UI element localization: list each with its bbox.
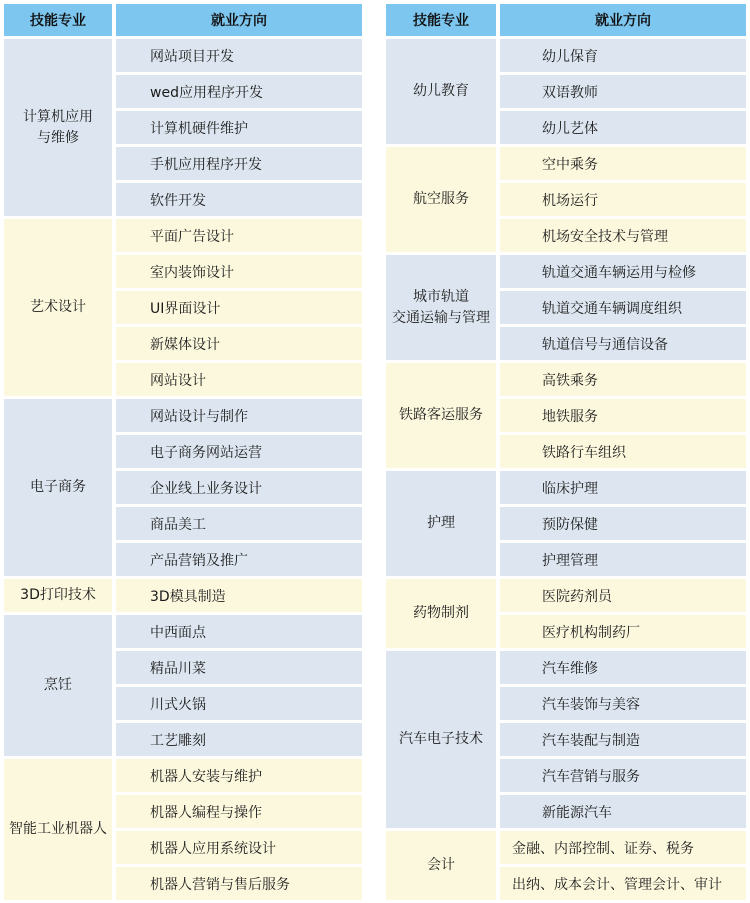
employment-direction-cell: 双语教师: [500, 75, 746, 108]
employment-direction-cell: 空中乘务: [500, 147, 746, 180]
employment-direction-cell: 轨道信号与通信设备: [500, 327, 746, 360]
skill-major-cell: 铁路客运服务: [386, 363, 496, 468]
employment-direction-cell: 汽车装配与制造: [500, 723, 746, 756]
skill-major-cell: 3D打印技术: [4, 579, 112, 612]
employment-direction-cell: 轨道交通车辆调度组织: [500, 291, 746, 324]
employment-direction-cell: 出纳、成本会计、管理会计、审计: [500, 867, 746, 900]
employment-direction-cell: 汽车装饰与美容: [500, 687, 746, 720]
employment-direction-cell: 铁路行车组织: [500, 435, 746, 468]
employment-direction-cell: 幼儿保育: [500, 39, 746, 72]
skill-major-cell: 烹饪: [4, 615, 112, 756]
employment-direction-cell: UI界面设计: [116, 291, 362, 324]
employment-direction-cell: 企业线上业务设计: [116, 471, 362, 504]
employment-direction-cell: 手机应用程序开发: [116, 147, 362, 180]
skill-major-cell: 汽车电子技术: [386, 651, 496, 828]
skill-major-cell: 会计: [386, 831, 496, 900]
skill-major-cell: 电子商务: [4, 399, 112, 576]
employment-direction-cell: 预防保健: [500, 507, 746, 540]
employment-direction-cell: 平面广告设计: [116, 219, 362, 252]
employment-direction-cell: 医疗机构制药厂: [500, 615, 746, 648]
employment-direction-cell: 产品营销及推广: [116, 543, 362, 576]
employment-direction-cell: 商品美工: [116, 507, 362, 540]
employment-direction-cell: 新媒体设计: [116, 327, 362, 360]
employment-direction-cell: 机器人应用系统设计: [116, 831, 362, 864]
employment-direction-cell: 网站项目开发: [116, 39, 362, 72]
employment-direction-cell: 地铁服务: [500, 399, 746, 432]
employment-direction-cell: wed应用程序开发: [116, 75, 362, 108]
employment-direction-cell: 电子商务网站运营: [116, 435, 362, 468]
employment-direction-cell: 金融、内部控制、证券、税务: [500, 831, 746, 864]
employment-direction-cell: 轨道交通车辆运用与检修: [500, 255, 746, 288]
employment-direction-cell: 高铁乘务: [500, 363, 746, 396]
employment-direction-cell: 3D模具制造: [116, 579, 362, 612]
skill-major-cell: 航空服务: [386, 147, 496, 252]
skill-major-cell: 城市轨道 交通运输与管理: [386, 255, 496, 360]
employment-direction-cell: 网站设计: [116, 363, 362, 396]
header-skill-major: 技能专业: [4, 4, 112, 36]
right-table: [386, 4, 746, 903]
skill-major-cell: 艺术设计: [4, 219, 112, 396]
employment-direction-cell: 软件开发: [116, 183, 362, 216]
employment-direction-cell: 临床护理: [500, 471, 746, 504]
employment-direction-cell: 汽车维修: [500, 651, 746, 684]
employment-direction-cell: 计算机硬件维护: [116, 111, 362, 144]
employment-direction-cell: 护理管理: [500, 543, 746, 576]
employment-direction-cell: 精品川菜: [116, 651, 362, 684]
header-skill-major: 技能专业: [386, 4, 496, 36]
employment-direction-cell: 室内装饰设计: [116, 255, 362, 288]
header-employment-direction: 就业方向: [116, 4, 362, 36]
left-table: [4, 4, 362, 903]
employment-direction-cell: 机器人安装与维护: [116, 759, 362, 792]
employment-direction-cell: 机场安全技术与管理: [500, 219, 746, 252]
employment-direction-cell: 工艺雕刻: [116, 723, 362, 756]
employment-direction-cell: 川式火锅: [116, 687, 362, 720]
skill-major-cell: 护理: [386, 471, 496, 576]
employment-direction-cell: 机场运行: [500, 183, 746, 216]
employment-direction-cell: 幼儿艺体: [500, 111, 746, 144]
employment-direction-cell: 机器人营销与售后服务: [116, 867, 362, 900]
employment-direction-cell: 中西面点: [116, 615, 362, 648]
employment-direction-cell: 汽车营销与服务: [500, 759, 746, 792]
employment-direction-cell: 新能源汽车: [500, 795, 746, 828]
skill-major-cell: 幼儿教育: [386, 39, 496, 144]
employment-direction-cell: 医院药剂员: [500, 579, 746, 612]
header-employment-direction: 就业方向: [500, 4, 746, 36]
skill-major-cell: 智能工业机器人: [4, 759, 112, 900]
employment-direction-cell: 网站设计与制作: [116, 399, 362, 432]
skill-major-cell: 计算机应用 与维修: [4, 39, 112, 216]
skill-major-cell: 药物制剂: [386, 579, 496, 648]
employment-direction-cell: 机器人编程与操作: [116, 795, 362, 828]
